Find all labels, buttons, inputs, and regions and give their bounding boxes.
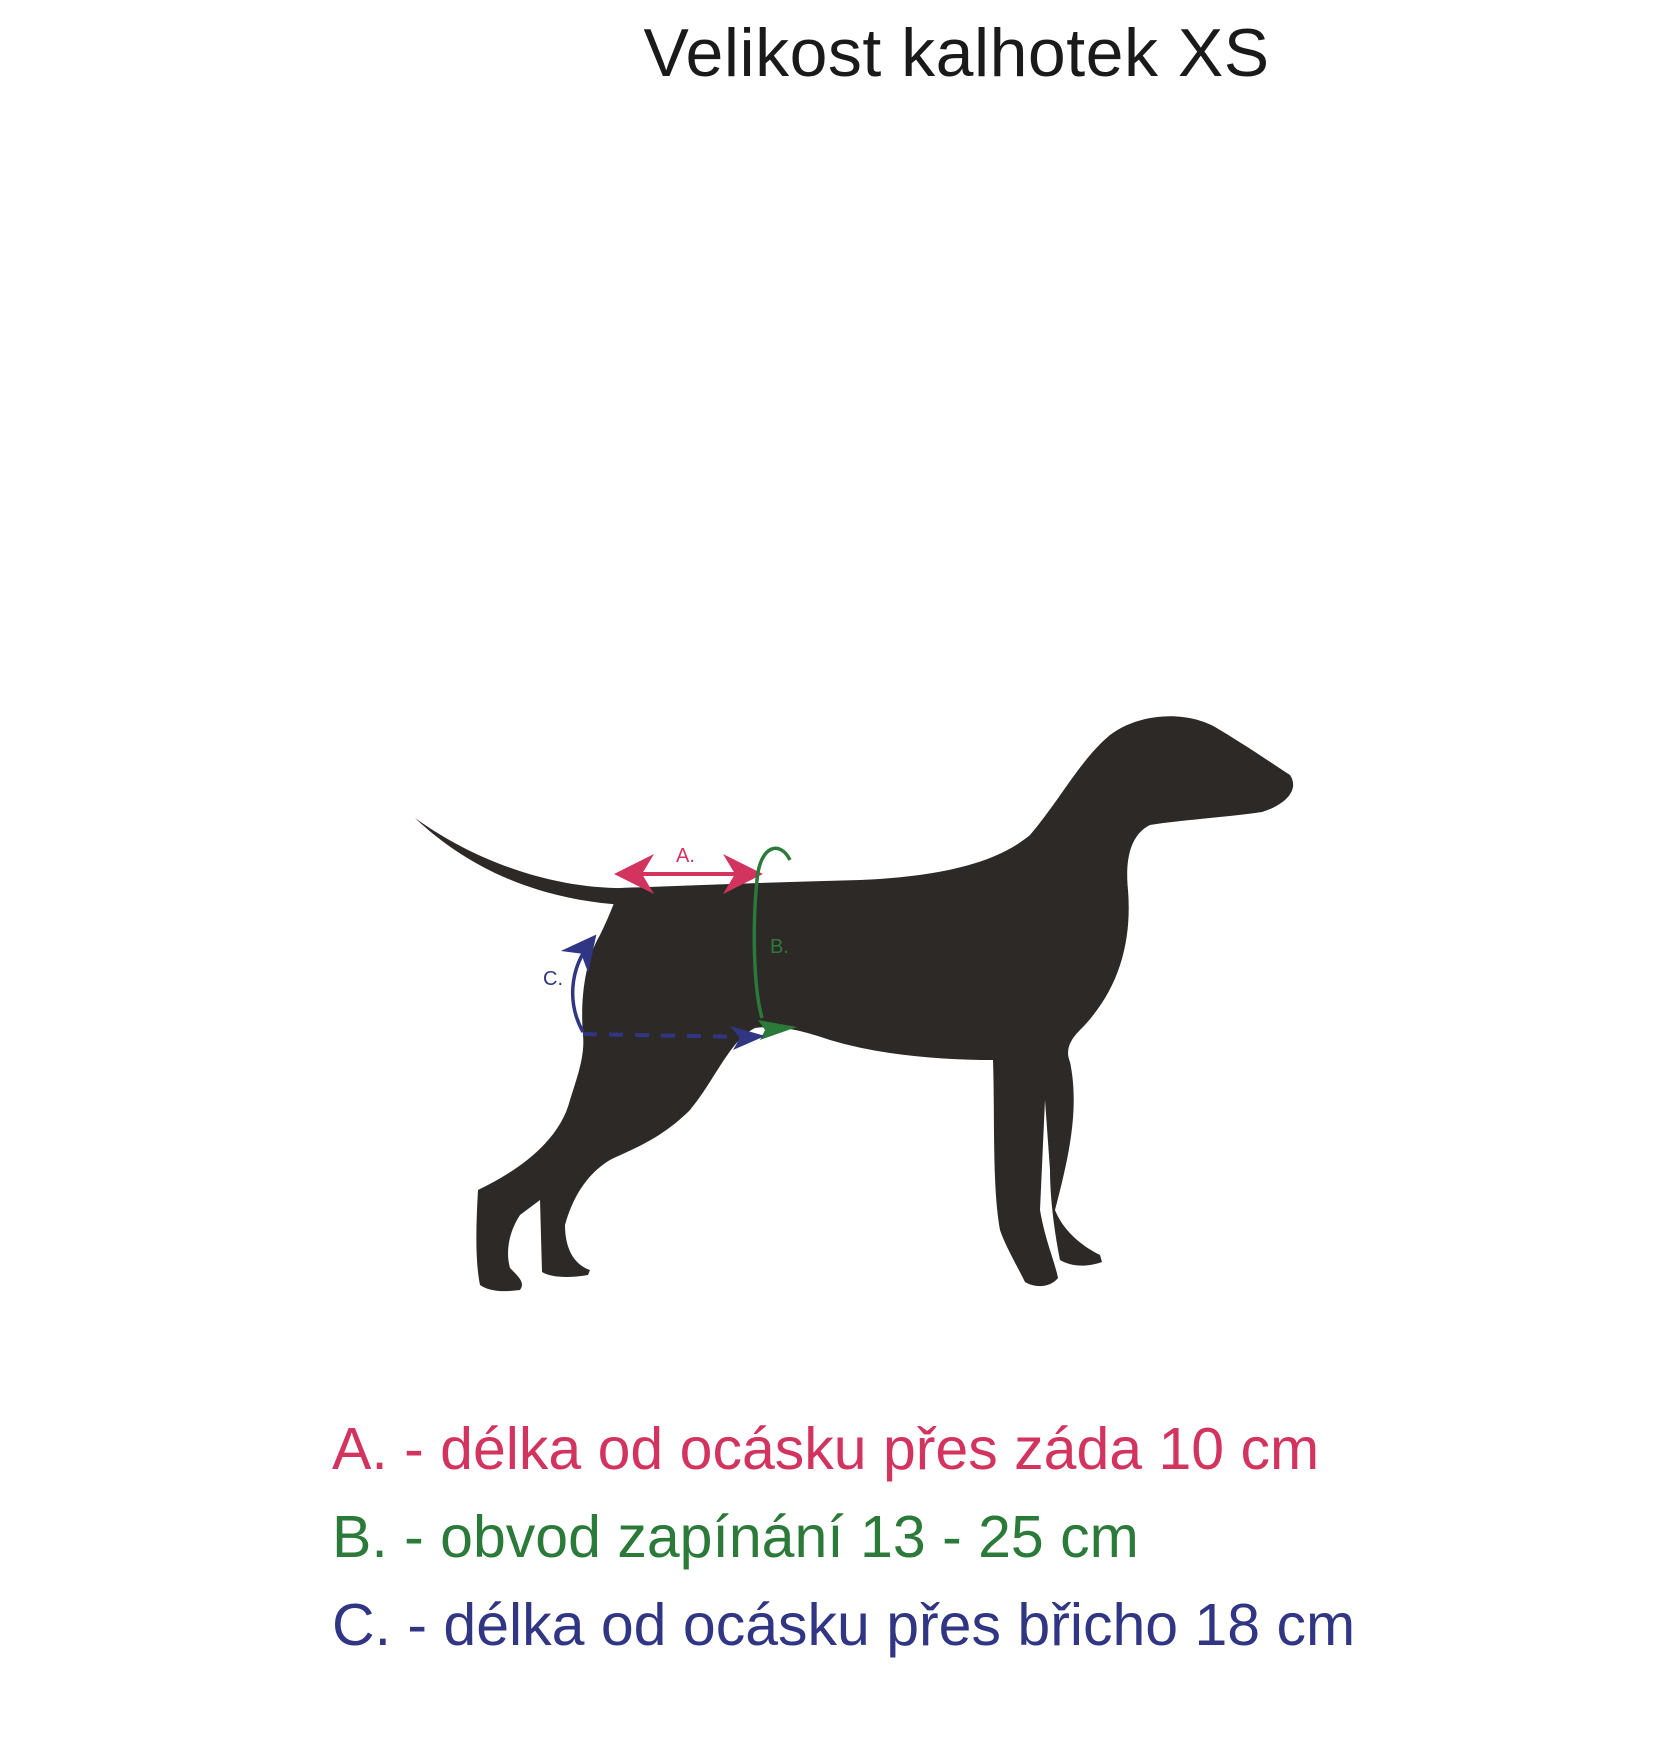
legend-c: C. - délka od ocásku přes břicho 18 cm [332, 1592, 1356, 1658]
legend [332, 1405, 1355, 1669]
dog-body [476, 716, 1293, 1291]
measure-b-label: B. [770, 936, 789, 958]
legend-b: B. - obvod zapínání 13 - 25 cm [332, 1504, 1139, 1570]
measure-a [622, 845, 755, 874]
measure-c-label: C. [543, 968, 563, 990]
dog-tail [415, 818, 630, 905]
legend-a: A. - délka od ocásku přes záda 10 cm [332, 1416, 1320, 1482]
title-text: Velikost kalhotek XS [643, 15, 1270, 91]
measure-a-label: A. [676, 845, 695, 867]
dog-silhouette [415, 716, 1293, 1291]
